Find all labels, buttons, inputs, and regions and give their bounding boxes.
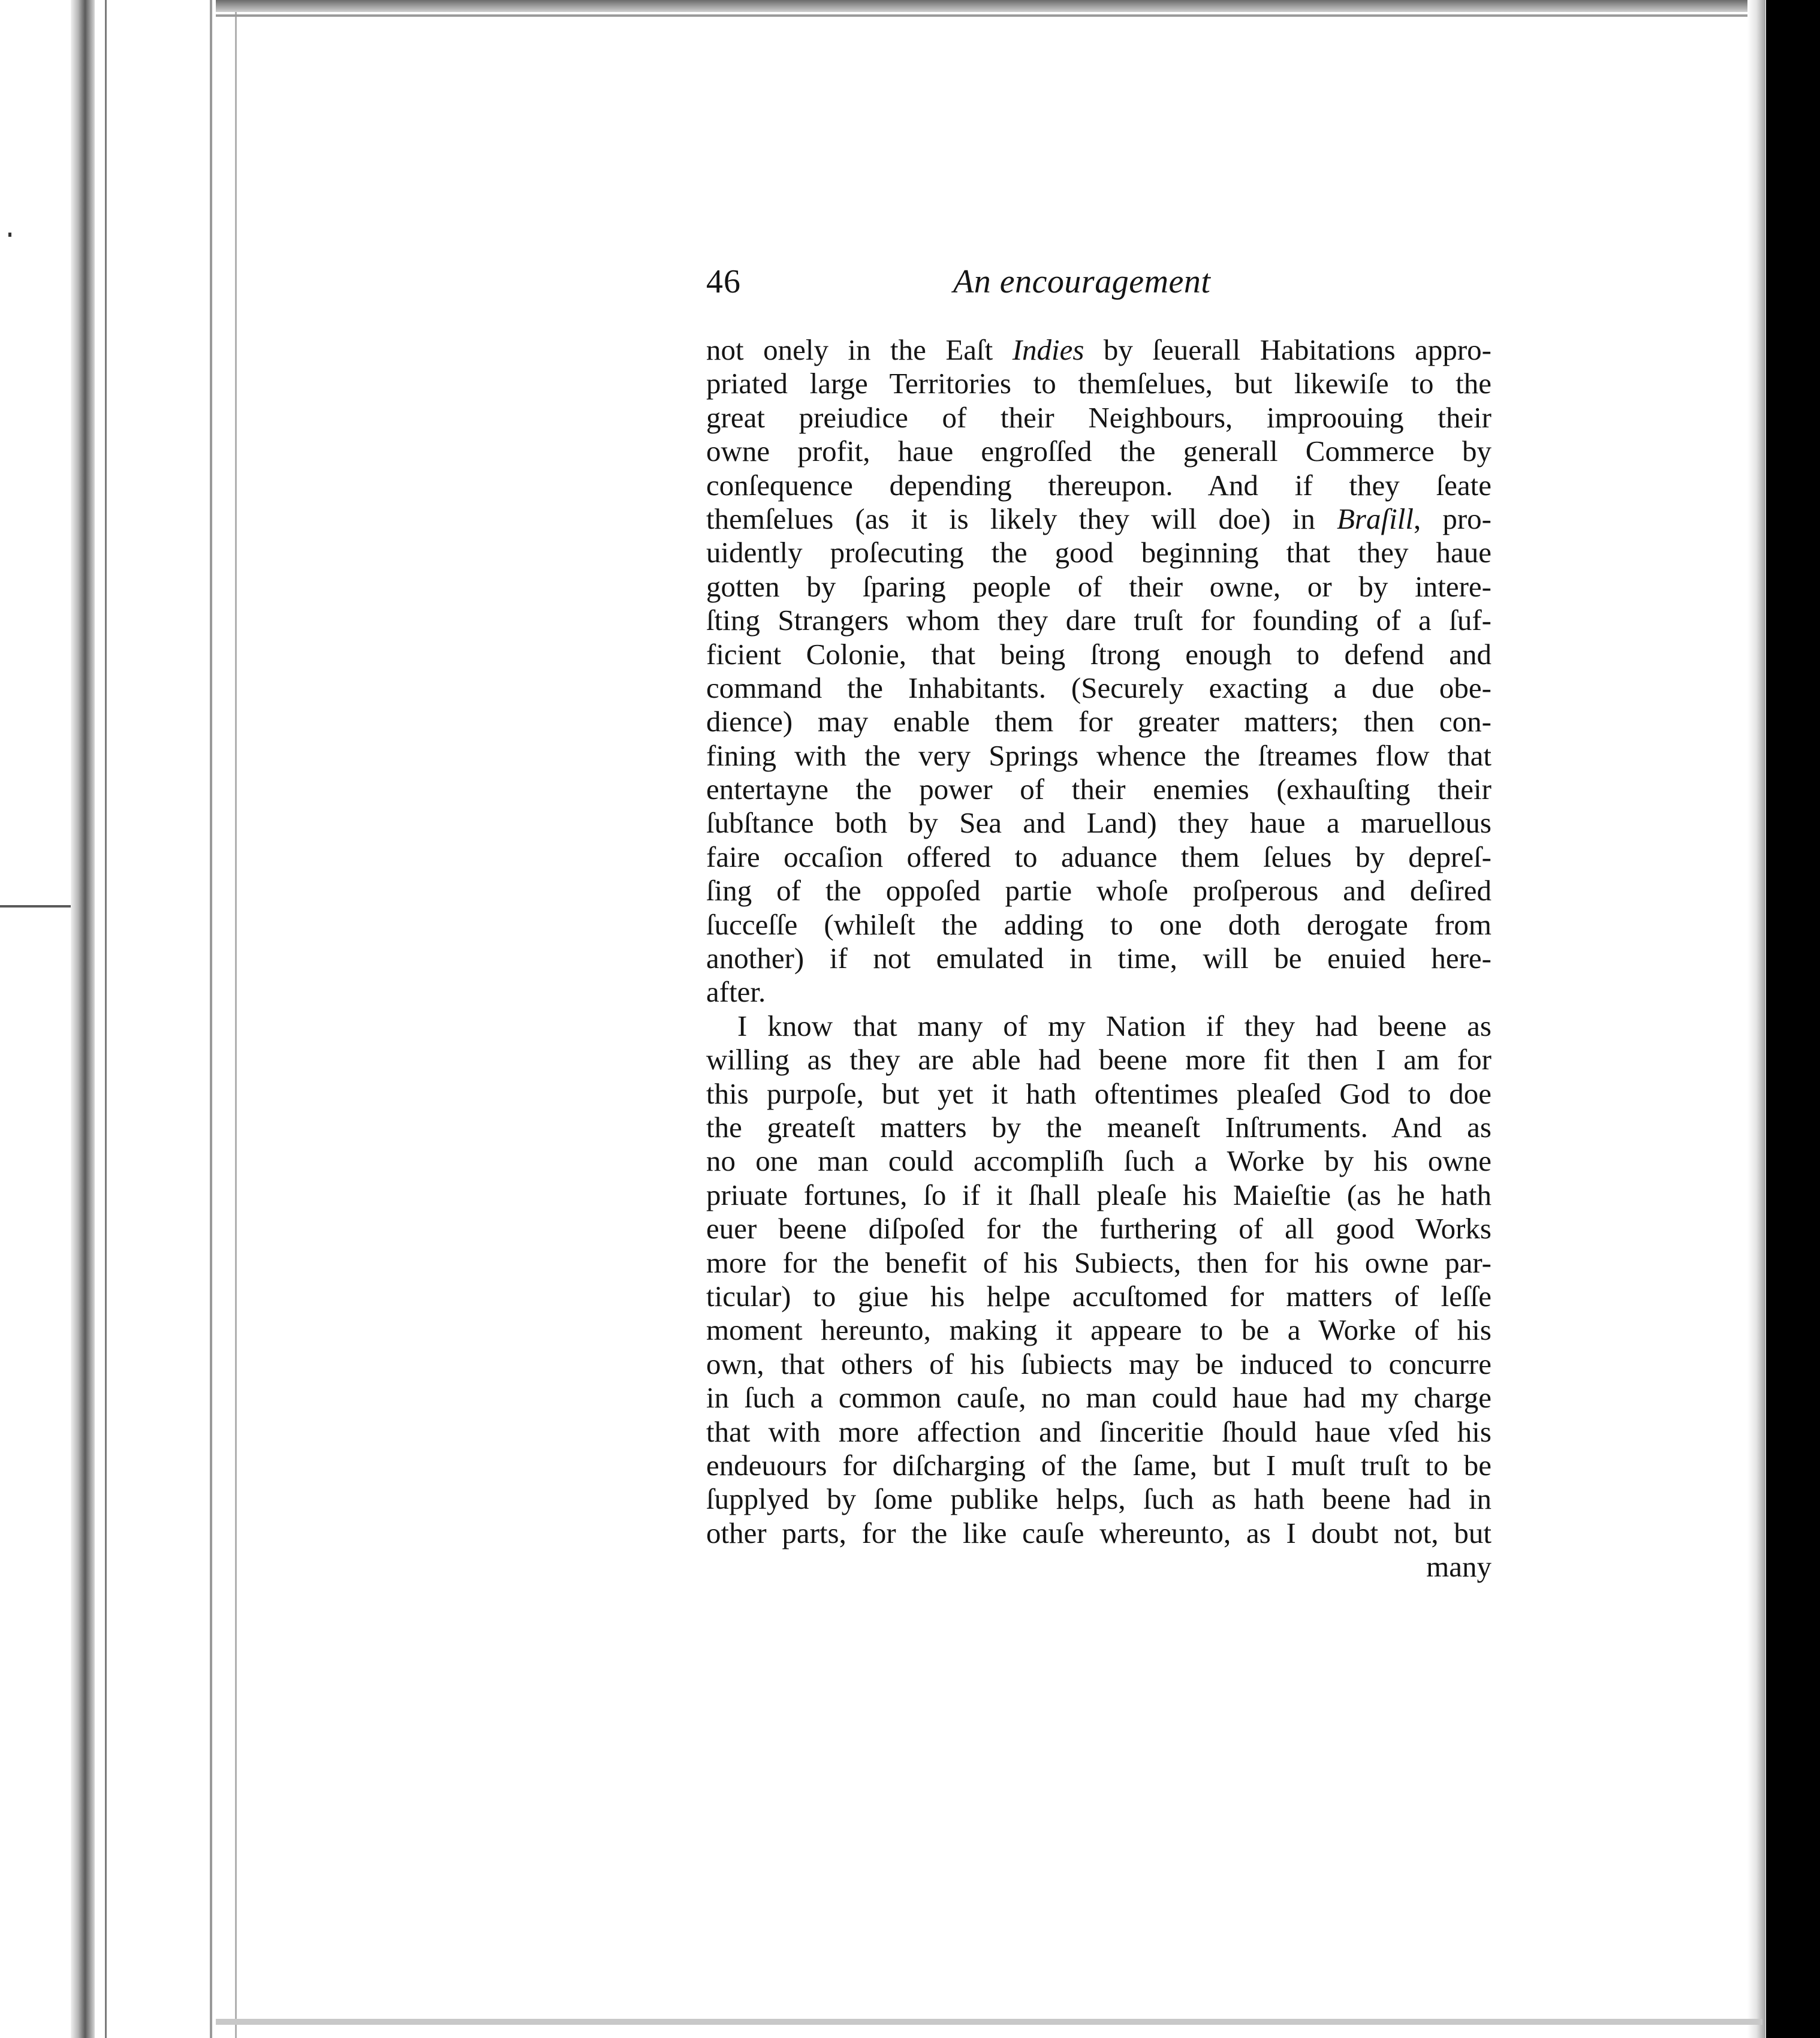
bottom-page-edge (216, 2019, 1762, 2025)
text-line: other parts, for the like cauſe whereunto, as I doubt not, but (706, 1516, 1491, 1549)
text-line: priuate fortunes, ſo if it ſhall pleaſe his Maieſtie (as he hath (706, 1178, 1491, 1211)
catchword: many (1426, 1550, 1491, 1584)
text-line: ſting Strangers whom they dare truſt for founding of a ſuf- (706, 604, 1491, 637)
page-header (706, 258, 1256, 306)
scan-border-right (1766, 0, 1820, 2038)
text-line: ticular) to giue his helpe accuſtomed for matters of leſſe (706, 1279, 1491, 1313)
page-edge-line (105, 0, 107, 2038)
right-page-edge (1747, 0, 1765, 2038)
text-line: ſupplyed by ſome publike helps, ſuch as hath beene had in (706, 1482, 1491, 1516)
text-line: dience) may enable them for greater matters; then con- (706, 705, 1491, 738)
text-line: conſequence depending thereupon. And if they ſeate (706, 468, 1491, 502)
top-page-edge (216, 0, 1762, 12)
text-line: entertayne the power of their enemies (exhauſting their (706, 773, 1491, 806)
text-line: ſubſtance both by Sea and Land) they haue a maruellous (706, 806, 1491, 840)
body-text (706, 333, 1491, 1584)
text-line: great preiudice of their Neighbours, improouing their (706, 400, 1491, 434)
text-line: this purpoſe, but yet it hath oftentimes pleaſed God to doe (706, 1077, 1491, 1110)
text-line: after. (706, 975, 766, 1009)
text-line: no one man could accompliſh ſuch a Worke by his owne (706, 1144, 1491, 1178)
text-line: owne profit, haue engroſſed the generall Commerce by (706, 435, 1491, 468)
text-line: moment hereunto, making it appeare to be a Worke of his (706, 1313, 1491, 1347)
text-line: gotten by ſparing people of their owne, or by intere- (706, 569, 1491, 603)
text-line: willing as they are able had beene more fit then I am for (706, 1043, 1491, 1077)
text-line: command the Inhabitants. (Securely exacting a due obe- (706, 671, 1491, 704)
text-line: not onely in the Eaſt Indies by ſeuerall Habitations appro- (706, 333, 1491, 366)
text-line: endeuours for diſcharging of the ſame, but I muſt truſt to be (706, 1448, 1491, 1482)
text-line: that with more affection and ſinceritie ſhould haue vſed his (706, 1415, 1491, 1448)
stray-scan-mark (0, 905, 71, 908)
text-line: own, that others of his ſubiects may be induced to concurre (706, 1347, 1491, 1380)
text-line: ſucceſſe (whileſt the adding to one doth derogate from (706, 908, 1491, 941)
text-line: themſelues (as it is likely they will doe) in Braſill, pro- (706, 502, 1491, 535)
text-line: another) if not emulated in time, will be enuied here- (706, 942, 1491, 975)
text-line: ſing of the oppoſed partie whoſe proſperous and deſired (706, 874, 1491, 908)
text-line: the greateſt matters by the meaneſt Inſtruments. And as (706, 1110, 1491, 1144)
text-line: ficient Colonie, that being ſtrong enough to defend and (706, 637, 1491, 671)
text-line: faire occaſion offered to aduance them ſelues by depreſ- (706, 840, 1491, 873)
text-line: more for the benefit of his Subiects, then for his owne par- (706, 1246, 1491, 1279)
binding-shadow (71, 0, 95, 2038)
top-page-edge-line (216, 14, 1762, 17)
text-line: fining with the very Springs whence the ſtreames flow that (706, 738, 1491, 772)
page-number: 46 (706, 263, 741, 300)
paragraph-first-line: I know that many of my Nation if they had beene as (737, 1009, 1491, 1042)
text-line: priated large Territories to themſelues, but likewiſe to the (706, 367, 1491, 400)
text-line: in ſuch a common cauſe, no man could haue had my charge (706, 1381, 1491, 1415)
page-edge-line (235, 0, 237, 2038)
stray-scan-dot (8, 233, 11, 237)
running-title: An encouragement (953, 263, 1211, 300)
page-edge-line (210, 0, 212, 2038)
text-line: euer beene diſpoſed for the furthering of all good Works (706, 1212, 1491, 1246)
text-line: uidently proſecuting the good beginning that they haue (706, 536, 1491, 569)
